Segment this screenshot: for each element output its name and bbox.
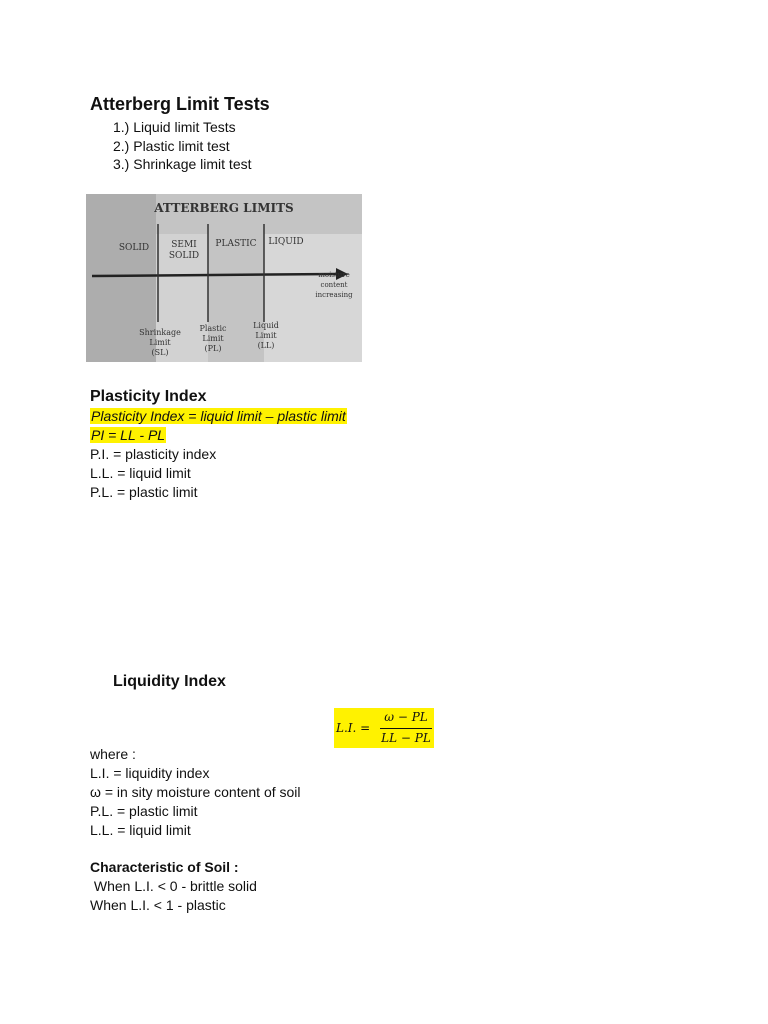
list-item: 2.) Plastic limit test — [113, 137, 230, 154]
plastic-limit-label-2: Limit — [202, 334, 224, 343]
liquid-limit-label-3: (LL) — [257, 341, 275, 350]
formula-numerator: ω − PL — [384, 710, 428, 724]
definition: L.L. = liquid limit — [90, 822, 191, 838]
definition: L.I. = liquidity index — [90, 765, 210, 781]
characteristic-heading: Characteristic of Soil : — [90, 859, 239, 875]
definition: P.I. = plasticity index — [90, 446, 217, 462]
atterberg-limits-figure — [86, 194, 362, 362]
characteristic-line: When L.I. < 1 - plastic — [90, 897, 226, 913]
plastic-limit-label-1: Plastic — [199, 324, 227, 333]
definition: ω = in sity moisture content of soil — [90, 784, 301, 800]
state-liquid: LIQUID — [268, 237, 304, 247]
axis-note-3: increasing — [315, 291, 353, 299]
axis-note-2: content — [320, 281, 348, 289]
liquid-limit-label-2: Limit — [255, 331, 277, 340]
liquid-limit-label-1: Liquid — [253, 321, 279, 330]
shrinkage-limit-label-1: Shrinkage — [139, 328, 181, 337]
plasticity-formula-short: PI = LL - PL — [91, 427, 166, 443]
axis-note-1: moisture — [318, 271, 350, 279]
shrinkage-limit-label-3: (SL) — [151, 348, 169, 357]
plasticity-formula: Plasticity Index = liquid limit – plastic limit — [91, 408, 346, 424]
page-title: Atterberg Limit Tests — [90, 94, 270, 114]
state-plastic: PLASTIC — [215, 239, 257, 249]
list-item: 3.) Shrinkage limit test — [113, 156, 252, 172]
formula-denominator: LL − PL — [381, 731, 431, 745]
shrinkage-limit-label-2: Limit — [149, 338, 171, 347]
definition: P.L. = plastic limit — [90, 484, 198, 500]
characteristic-line: When L.I. < 0 - brittle solid — [90, 878, 257, 894]
figure-title: ATTERBERG LIMITS — [154, 201, 294, 215]
list-item: 1.) Liquid limit Tests — [113, 119, 236, 135]
formula-lhs: L.I. = — [336, 721, 371, 735]
plastic-limit-label-3: (PL) — [204, 344, 222, 353]
where-label: where : — [90, 746, 136, 762]
state-semi-solid: SOLID — [168, 251, 200, 261]
liquidity-formula — [334, 708, 434, 748]
definition: L.L. = liquid limit — [90, 465, 191, 481]
plasticity-heading: Plasticity Index — [90, 388, 207, 405]
tests-list — [113, 118, 252, 174]
state-solid: SOLID — [118, 243, 150, 253]
definition: P.L. = plastic limit — [90, 803, 198, 819]
liquidity-heading: Liquidity Index — [113, 673, 226, 690]
fraction-bar — [380, 728, 432, 729]
state-semi: SEMI — [171, 240, 197, 250]
